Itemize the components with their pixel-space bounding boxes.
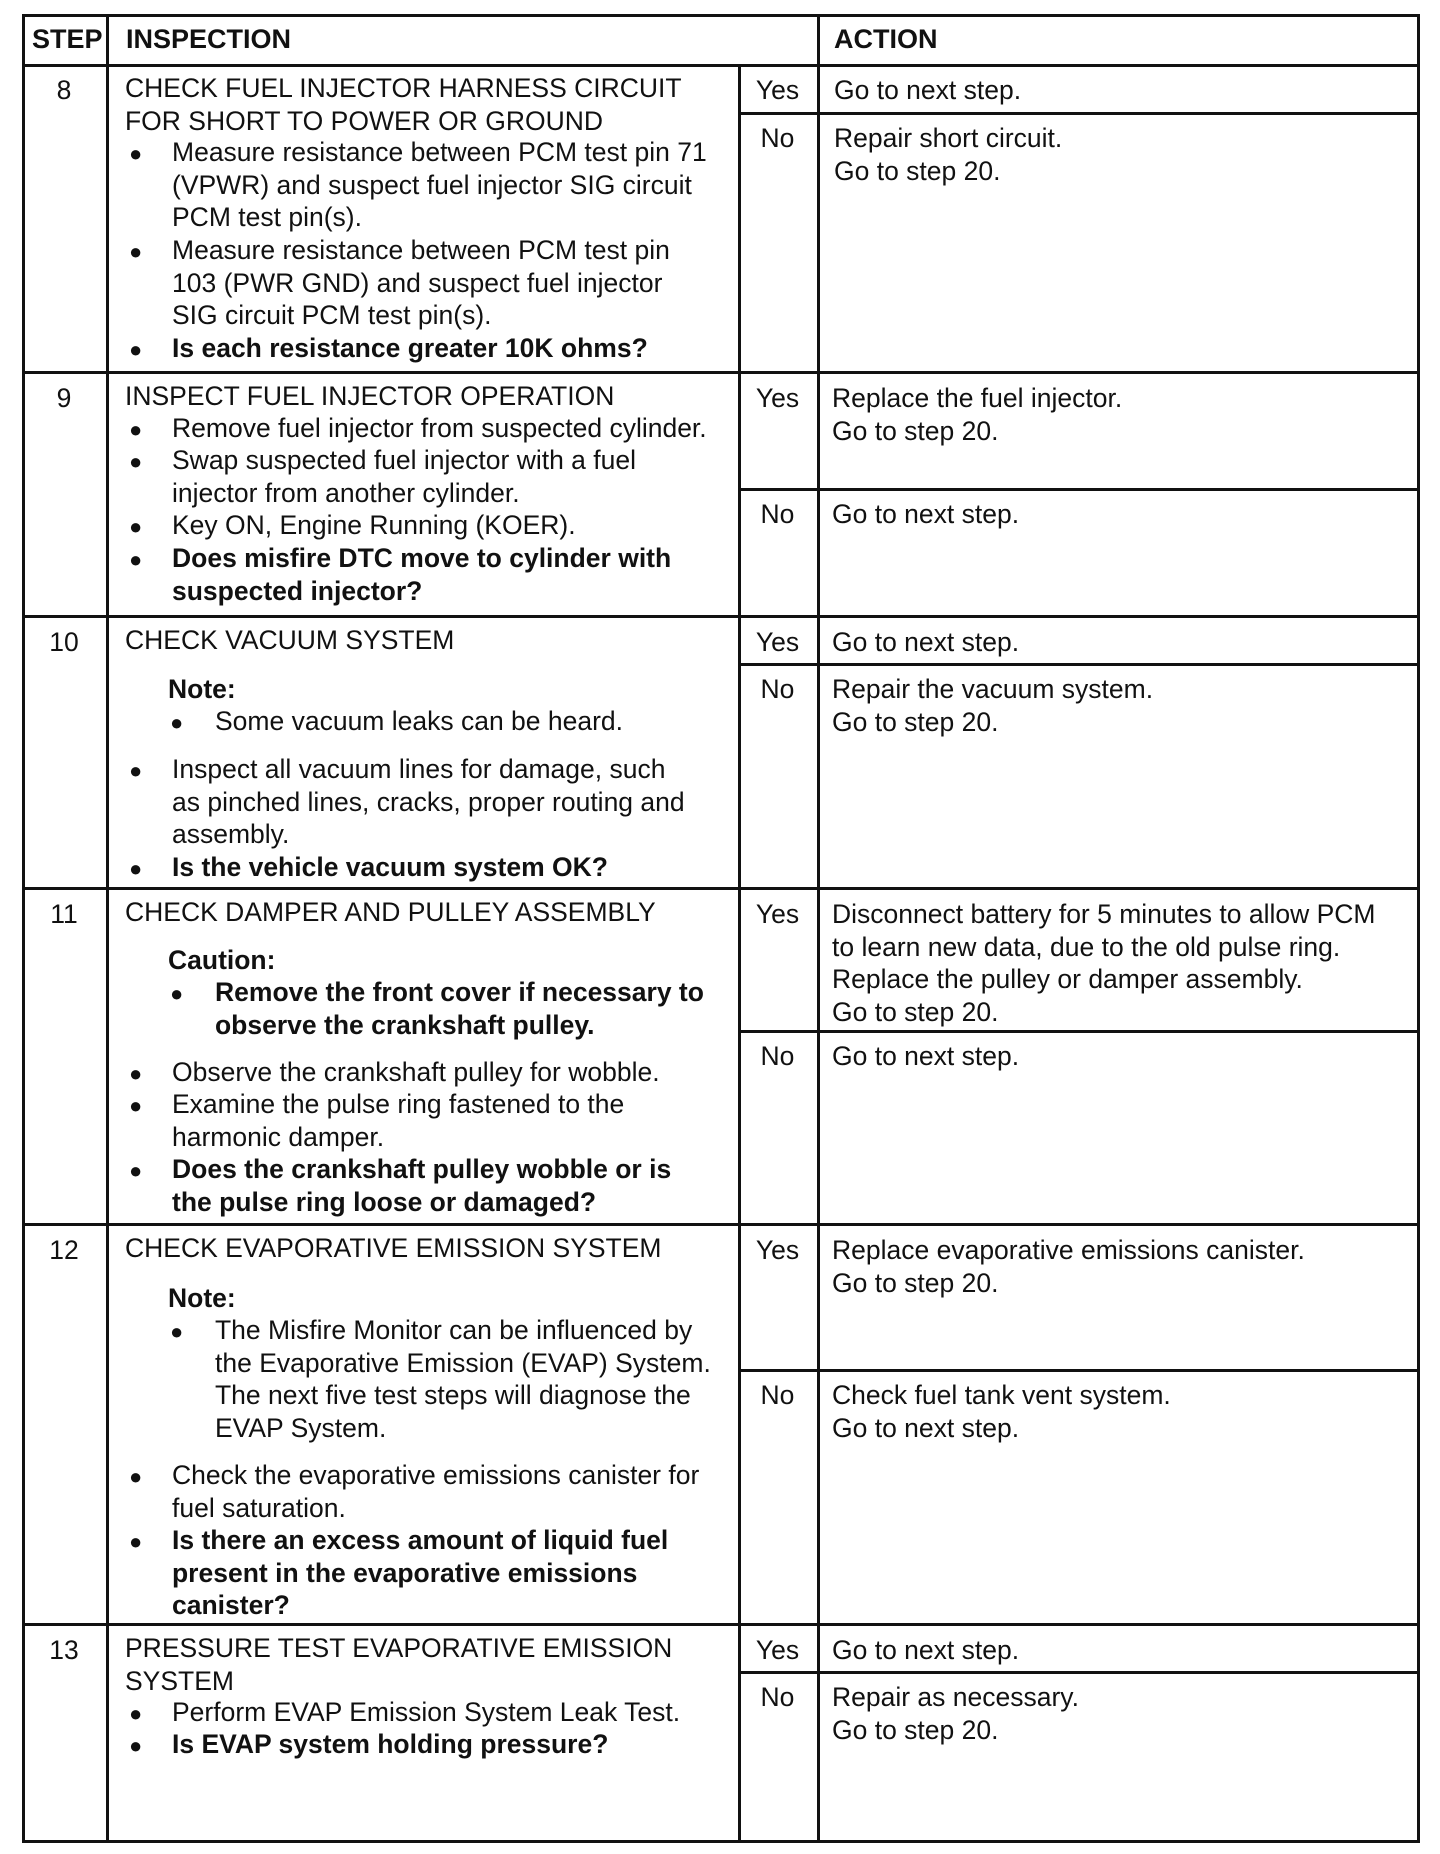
bullet-icon: ● [129, 758, 143, 783]
col-divider-action [817, 14, 820, 1843]
bullet-icon: ● [129, 1093, 143, 1118]
yes-no-divider [738, 663, 1420, 666]
inspection-question: Is EVAP system holding pressure? [172, 1729, 609, 1759]
row-divider [22, 615, 1420, 618]
bullet-icon: ● [129, 1158, 143, 1183]
table-border-bottom [22, 1840, 1420, 1843]
inspection-bullet: Observe the crankshaft pulley for wobble. [172, 1057, 660, 1087]
yes-no-divider [738, 1030, 1420, 1033]
bullet-icon: ● [129, 141, 143, 166]
yes-label: Yes [755, 899, 800, 929]
inspection-question: Is there an excess amount of liquid fuel present in the evaporative emissions canister? [172, 1525, 669, 1620]
yes-label: Yes [755, 75, 800, 105]
step-title: PRESSURE TEST EVAPORATIVE EMISSION SYSTEM [125, 1633, 673, 1696]
bullet-icon: ● [129, 239, 143, 264]
header-divider [22, 64, 1420, 67]
row-divider [22, 1223, 1420, 1226]
step-number: 12 [49, 1235, 79, 1265]
bullet-icon: ● [129, 547, 143, 572]
yes-action: Go to next step. [834, 75, 1022, 105]
inspection-question: Does misfire DTC move to cylinder with suspected injector? [172, 543, 672, 606]
bullet-icon: ● [129, 417, 143, 442]
bullet-icon: ● [129, 1061, 143, 1086]
inspection-question: Does the crankshaft pulley wobble or is the pulse ring loose or damaged? [172, 1154, 672, 1217]
no-action: Go to next step. [832, 1041, 1020, 1071]
row-divider [22, 887, 1420, 890]
yes-action: Go to next step. [832, 627, 1020, 657]
no-label: No [760, 123, 795, 153]
step-title: CHECK FUEL INJECTOR HARNESS CIRCUIT FOR SHORT TO POWER OR GROUND [125, 73, 682, 136]
bullet-icon: ● [129, 337, 143, 362]
inspection-question: Is the vehicle vacuum system OK? [172, 852, 608, 882]
note-label: Note: [168, 674, 236, 704]
yes-label: Yes [755, 1635, 800, 1665]
bullet-icon: ● [129, 1733, 143, 1758]
header-inspection: INSPECTION [126, 24, 292, 54]
bullet-icon: ● [129, 514, 143, 539]
yes-action: Disconnect battery for 5 minutes to allow PCM to learn new data, due to the old pulse ring. Replace the pulley or damper assembly. Go to step 20. [832, 899, 1376, 1027]
no-action: Repair as necessary. Go to step 20. [832, 1682, 1079, 1745]
yes-no-divider [738, 1369, 1420, 1372]
note-label: Note: [168, 1283, 236, 1313]
step-number: 11 [50, 899, 78, 929]
yes-no-divider [738, 488, 1420, 491]
diagnostic-table [22, 14, 1420, 1844]
caution-label: Caution: [168, 945, 276, 975]
table-border-top [22, 14, 1420, 17]
no-action: Repair the vacuum system. Go to step 20. [832, 674, 1154, 737]
yes-action: Replace the fuel injector. Go to step 20. [832, 383, 1123, 446]
inspection-question: Is each resistance greater 10K ohms? [172, 333, 648, 363]
bullet-icon: ● [129, 856, 143, 881]
row-divider [22, 1623, 1420, 1626]
step-title: CHECK DAMPER AND PULLEY ASSEMBLY [125, 897, 656, 927]
col-divider-step [106, 14, 109, 1843]
bullet-icon: ● [129, 1464, 143, 1489]
yes-label: Yes [755, 383, 800, 413]
no-label: No [760, 1041, 795, 1071]
table-border-right [1417, 14, 1420, 1843]
inspection-bullet: Check the evaporative emissions canister for fuel saturation. [172, 1460, 700, 1523]
inspection-bullet: Measure resistance between PCM test pin 103 (PWR GND) and suspect fuel injector SIG circuit PCM test pin(s). [172, 235, 670, 330]
yes-label: Yes [755, 1235, 800, 1265]
no-label: No [760, 674, 795, 704]
caution-text: Remove the front cover if necessary to observe the crankshaft pulley. [215, 977, 704, 1040]
col-divider-yesno [738, 66, 741, 1843]
note-text: The Misfire Monitor can be influenced by the Evaporative Emission (EVAP) System. The next five test steps will diagnose the EVAP System. [215, 1315, 711, 1443]
no-action: Repair short circuit. Go to step 20. [834, 123, 1063, 186]
inspection-bullet: Swap suspected fuel injector with a fuel injector from another cylinder. [172, 445, 637, 508]
yes-action: Go to next step. [832, 1635, 1020, 1665]
yes-no-divider [738, 112, 1420, 115]
no-action: Check fuel tank vent system. Go to next step. [832, 1380, 1171, 1443]
row-divider [22, 371, 1420, 374]
header-action: ACTION [834, 24, 938, 54]
yes-no-divider [738, 1671, 1420, 1674]
inspection-bullet: Inspect all vacuum lines for damage, such as pinched lines, cracks, proper routing and assembly. [172, 754, 685, 849]
step-title: CHECK EVAPORATIVE EMISSION SYSTEM [125, 1233, 662, 1263]
step-title: CHECK VACUUM SYSTEM [125, 625, 455, 655]
inspection-bullet: Remove fuel injector from suspected cylinder. [172, 413, 707, 443]
inspection-bullet: Perform EVAP Emission System Leak Test. [172, 1697, 681, 1727]
inspection-bullet: Measure resistance between PCM test pin 71 (VPWR) and suspect fuel injector SIG circuit PCM test pin(s). [172, 137, 707, 232]
yes-label: Yes [755, 627, 800, 657]
note-text: Some vacuum leaks can be heard. [215, 706, 624, 736]
step-number: 8 [56, 75, 72, 105]
yes-action: Replace evaporative emissions canister. Go to step 20. [832, 1235, 1305, 1298]
header-step: STEP [32, 24, 103, 54]
no-label: No [760, 499, 795, 529]
bullet-icon: ● [129, 1701, 143, 1726]
no-action: Go to next step. [832, 499, 1020, 529]
bullet-icon: ● [129, 1529, 143, 1554]
bullet-icon: ● [170, 1319, 184, 1344]
bullet-icon: ● [170, 981, 184, 1006]
bullet-icon: ● [170, 710, 184, 735]
step-number: 9 [56, 383, 72, 413]
inspection-bullet: Examine the pulse ring fastened to the harmonic damper. [172, 1089, 625, 1152]
bullet-icon: ● [129, 449, 143, 474]
no-label: No [760, 1380, 795, 1410]
no-label: No [760, 1682, 795, 1712]
step-title: INSPECT FUEL INJECTOR OPERATION [125, 381, 615, 411]
inspection-bullet: Key ON, Engine Running (KOER). [172, 510, 576, 540]
step-number: 10 [49, 627, 79, 657]
step-number: 13 [49, 1635, 79, 1665]
